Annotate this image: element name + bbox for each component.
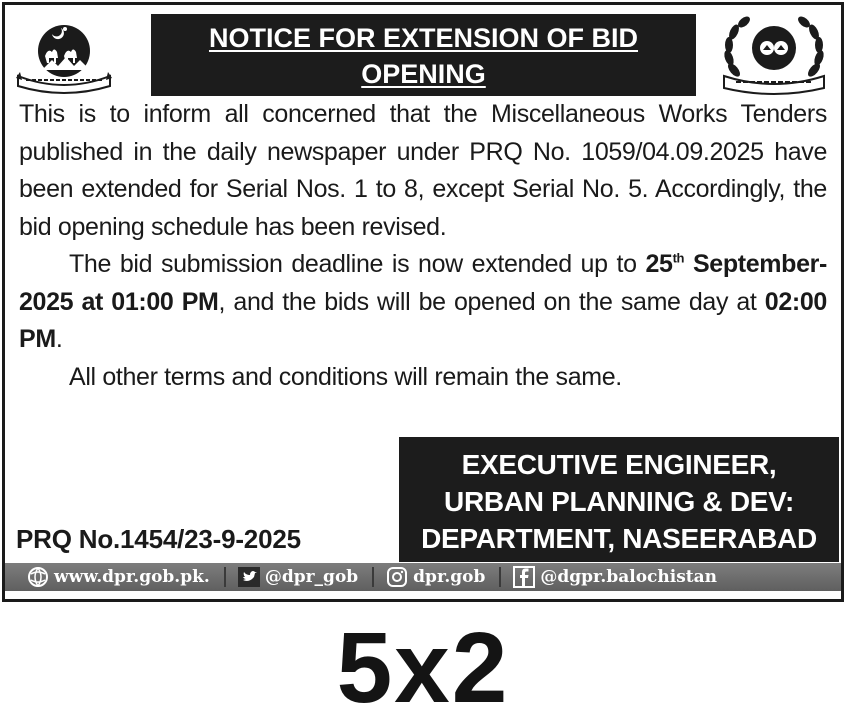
deadline-day: 25 [645, 250, 673, 278]
ad-size-label: 5x2 [336, 612, 510, 713]
facebook-handle[interactable]: @dgpr.balochistan [540, 567, 718, 587]
opening-time: 02:00 PM [19, 287, 827, 353]
facebook-icon [513, 566, 535, 588]
footer-website[interactable] [27, 566, 210, 588]
notice-title [151, 14, 696, 96]
footer-social-strip [5, 563, 841, 591]
deadline-text-b: , and the bids will be opened on the same day at [218, 287, 765, 316]
deadline-day-suffix: th [672, 250, 685, 266]
deadline-date: September- 2025 at 01:00 PM [19, 250, 827, 316]
title-line-1: NOTICE FOR EXTENSION OF BID [208, 23, 639, 53]
title-line-2: OPENING [361, 59, 486, 89]
twitter-icon [238, 567, 260, 587]
signature-line-1: EXECUTIVE ENGINEER, [461, 449, 777, 480]
instagram-icon [386, 566, 408, 588]
balochistan-emblem-left [12, 14, 130, 96]
footer-divider [499, 567, 501, 587]
twitter-handle[interactable]: @dpr_gob [264, 567, 359, 587]
paragraph-deadline [19, 246, 827, 359]
footer-instagram[interactable] [386, 566, 485, 588]
paragraph-intro: This is to inform all concerned that the Miscellaneous Works Tenders published in the daily newspaper under PRQ No. 1059/04.09.2025 have been extended for Serial Nos. 1 to 8, except Serial No. 5. Accordingly, the bid opening schedule has been revised. [19, 100, 827, 241]
instagram-handle[interactable]: dpr.gob [413, 567, 486, 587]
prq-number: PRQ No.1454/23-9-2025 [16, 524, 301, 554]
website-link[interactable]: www.dpr.gob.pk. [54, 567, 210, 587]
dgpr-emblem-right [714, 10, 834, 96]
footer-divider [372, 567, 374, 587]
footer-facebook[interactable] [513, 566, 717, 588]
footer-divider [224, 567, 226, 587]
deadline-text-c: . [55, 325, 63, 353]
signature-block [399, 437, 839, 562]
signature-line-2: URBAN PLANNING & DEV: [444, 486, 794, 517]
notice-body [19, 96, 827, 396]
signature-line-3: DEPARTMENT, NASEERABAD [421, 523, 817, 554]
deadline-text-a: The bid submission deadline is now extended up to [69, 250, 646, 278]
footer-twitter[interactable] [238, 567, 358, 587]
globe-icon [27, 566, 49, 588]
paragraph-terms: All other terms and conditions will remain the same. [69, 362, 622, 391]
